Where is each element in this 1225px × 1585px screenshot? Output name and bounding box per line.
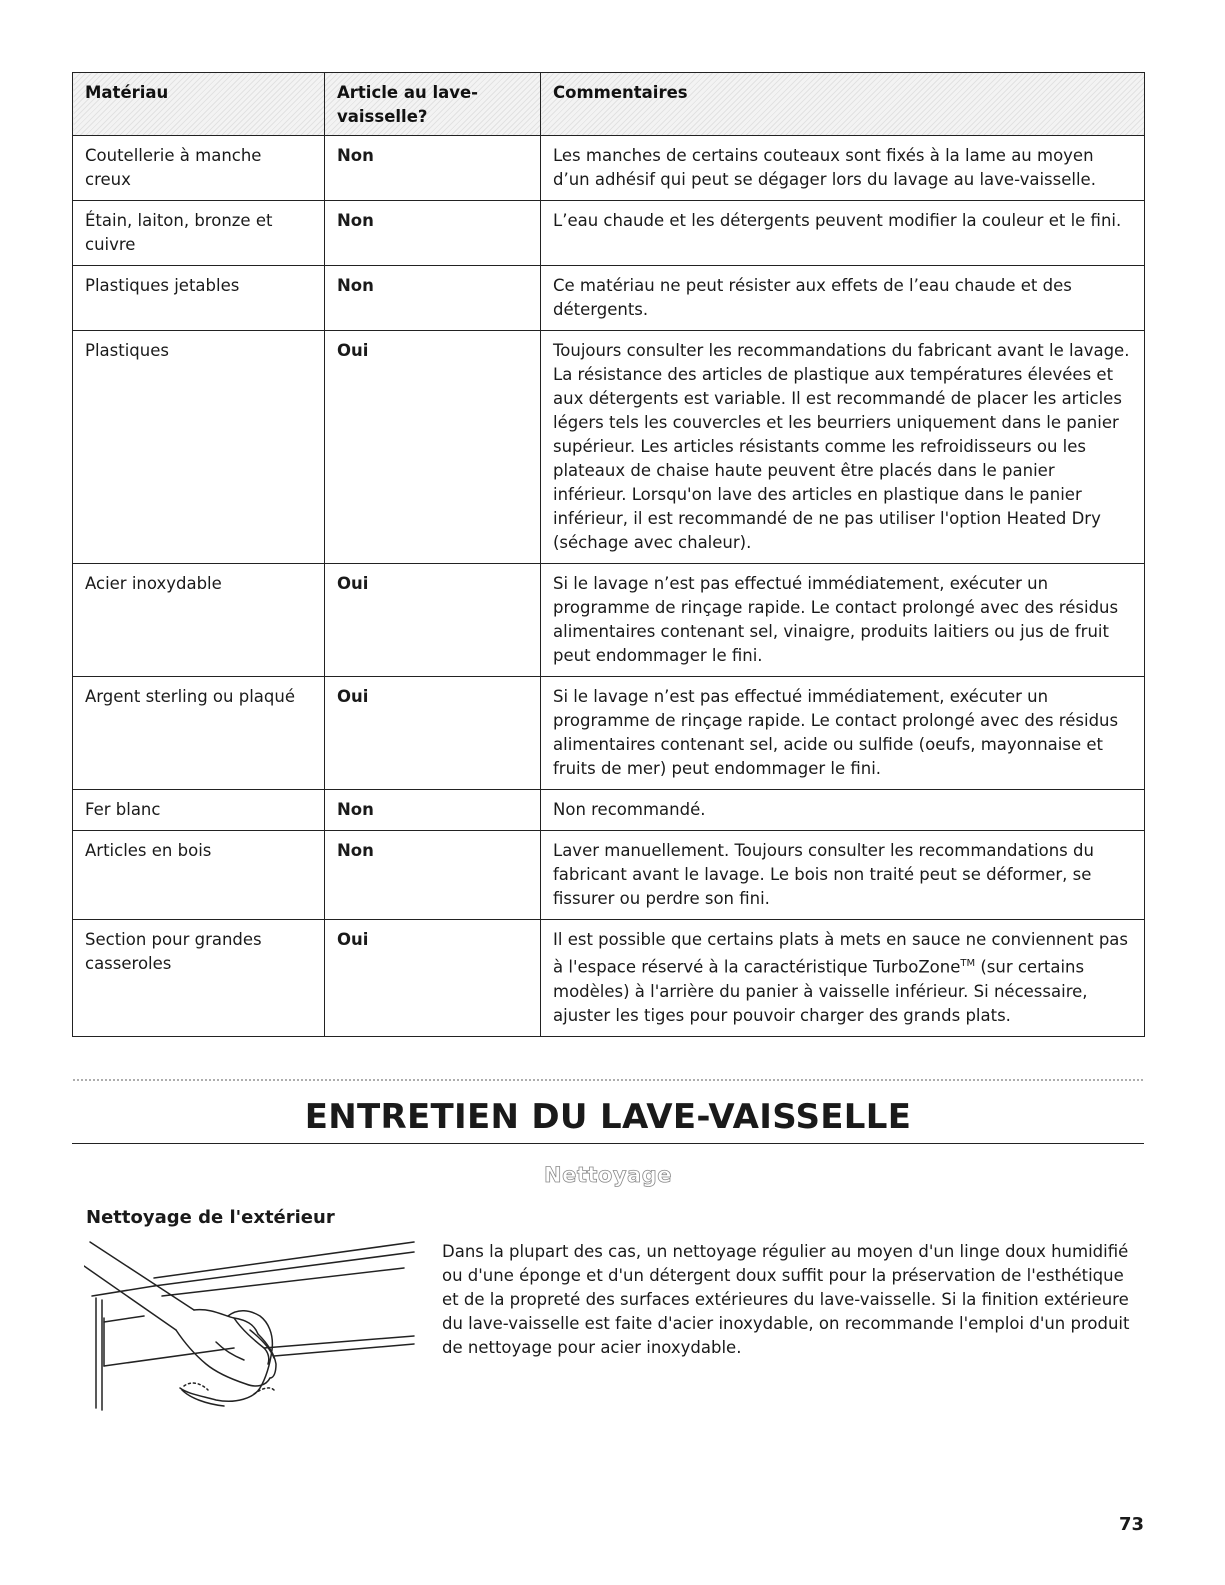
answer-cell: Oui [325, 920, 541, 1037]
comment-cell: Ce matériau ne peut résister aux effets de l’eau chaude et des détergents. [541, 266, 1145, 331]
column-header-comments: Commentaires [541, 73, 1145, 136]
answer-cell: Oui [325, 331, 541, 564]
comment-cell: Si le lavage n’est pas effectué immédiatement, exécuter un programme de rinçage rapide. Le contact prolongé avec des résidus alimentaires contenant sel, acide ou sulfide (oeufs, mayonnaise et fruits de mer) peut endommager le fini. [541, 677, 1145, 790]
title-rule [72, 1143, 1144, 1144]
material-cell: Argent sterling ou plaqué [73, 677, 325, 790]
comment-cell: Laver manuellement. Toujours consulter les recommandations du fabricant avant le lavage. Le bois non traité peut se déformer, se fissurer ou perdre son fini. [541, 831, 1145, 920]
material-cell: Articles en bois [73, 831, 325, 920]
answer-cell: Oui [325, 677, 541, 790]
table-row [73, 331, 1145, 564]
table-header-row [73, 73, 1145, 136]
section-title: ENTRETIEN DU LAVE-VAISSELLE [304, 1097, 912, 1137]
comment-cell [541, 920, 1145, 1037]
comment-cell: Les manches de certains couteaux sont fixés à la lame au moyen d’un adhésif qui peut se dégager lors du lavage au lave-vaisselle. [541, 136, 1145, 201]
table-row [73, 790, 1145, 831]
comment-cell: Non recommandé. [541, 790, 1145, 831]
comment-cell: L’eau chaude et les détergents peuvent modifier la couleur et le fini. [541, 201, 1145, 266]
column-header-material: Matériau [73, 73, 325, 136]
table-row [73, 136, 1145, 201]
answer-cell: Non [325, 266, 541, 331]
answer-cell: Non [325, 831, 541, 920]
materials-table [72, 72, 1145, 1037]
subsection-title: Nettoyage [544, 1163, 672, 1187]
material-cell: Coutellerie à manche creux [73, 136, 325, 201]
page-number: 73 [1118, 1514, 1144, 1535]
material-cell: Plastiques [73, 331, 325, 564]
subheading: Nettoyage de l'extérieur [86, 1207, 335, 1228]
table-row [73, 920, 1145, 1037]
answer-cell: Non [325, 201, 541, 266]
comment-cell: Si le lavage n’est pas effectué immédiatement, exécuter un programme de rinçage rapide. Le contact prolongé avec des résidus alimentaires contenant sel, vinaigre, produits laitiers ou jus de fruit peut endommager le fini. [541, 564, 1145, 677]
cleaning-instructions: Dans la plupart des cas, un nettoyage régulier au moyen d'un linge doux humidifié ou d'une éponge et d'un détergent doux suffit pour la préservation de l'esthétique et de la propreté des surfaces extérieures du lave-vaisselle. Si la finition extérieure du lave-vaisselle est faite d'acier inoxydable, on recommande l'emploi d'un produit de nettoyage pour acier inoxydable. [442, 1242, 1130, 1357]
material-cell: Acier inoxydable [73, 564, 325, 677]
table-row [73, 564, 1145, 677]
material-cell: Plastiques jetables [73, 266, 325, 331]
table-row [73, 831, 1145, 920]
column-header-dishwasher-safe: Article au lave-vaisselle? [325, 73, 541, 136]
hand-wiping-cloth-icon [84, 1238, 418, 1412]
material-cell: Section pour grandes casseroles [73, 920, 325, 1037]
comment-text: Il est possible que certains plats à mets en sauce ne conviennent pas à l'espace réservé à la caractéristique TurboZone [553, 930, 1129, 977]
answer-cell: Non [325, 790, 541, 831]
table-row [73, 266, 1145, 331]
answer-cell: Non [325, 136, 541, 201]
answer-cell: Oui [325, 564, 541, 677]
material-cell: Étain, laiton, bronze et cuivre [73, 201, 325, 266]
comment-text: (sur certains modèles) à l'arrière du panier à vaisselle inférieur. Si nécessaire, ajuster les tiges pour pouvoir charger des grands plats. [553, 957, 1088, 1025]
dotted-divider [72, 1078, 1144, 1082]
trademark-mark: TM [960, 958, 976, 969]
comment-cell: Toujours consulter les recommandations du fabricant avant le lavage. La résistance des articles de plastique aux températures élevées et aux détergents est variable. Il est recommandé de placer les articles légers tels les couvercles et les beurriers uniquement dans le panier supérieur. Les articles résistants comme les refroidisseurs ou les plateaux de chaise haute peuvent être placés dans le panier inférieur. Lorsqu'on lave des articles en plastique dans le panier inférieur, il est recommandé de ne pas utiliser l'option Heated Dry (séchage avec chaleur). [541, 331, 1145, 564]
table-row [73, 201, 1145, 266]
material-cell: Fer blanc [73, 790, 325, 831]
table-row [73, 677, 1145, 790]
